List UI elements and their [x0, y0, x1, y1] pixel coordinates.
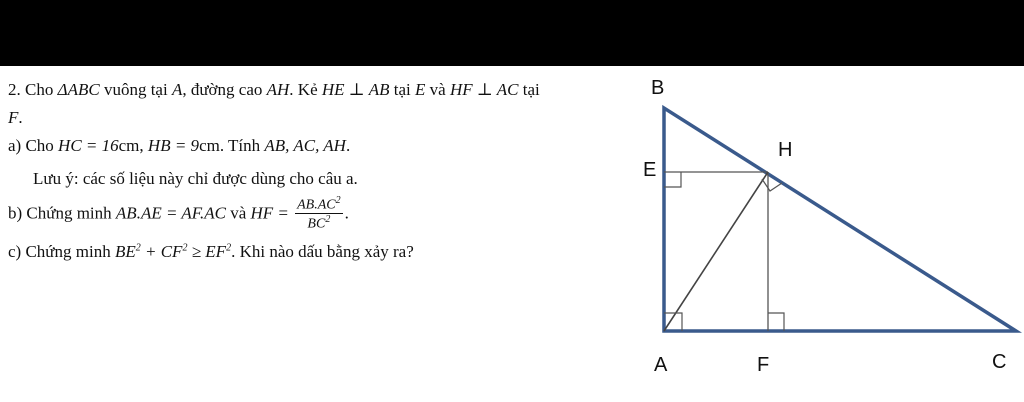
segment-ah — [664, 172, 768, 331]
part-a-line: a) Cho HC = 16cm, HB = 9cm. Tính AB, AC, AH. — [8, 136, 351, 155]
right-angle-e — [664, 172, 681, 187]
label-e: E — [643, 159, 657, 181]
triangle-abc — [664, 108, 1016, 331]
label-f: F — [757, 354, 770, 376]
hf-fraction: $\frac{AB.AC^2}{BC^2}$ — [297, 195, 341, 232]
problem-statement-line2: F. — [8, 108, 23, 127]
label-b: B — [651, 77, 665, 99]
problem-statement-line1: 2. Cho ΔABC vuông tại A, đường cao AH. Kẻ HE ⊥ AB tại E và HF ⊥ AC tại — [8, 80, 540, 99]
part-a-note: Lưu ý: các số liệu này chỉ được dùng cho câu a. — [33, 169, 358, 188]
label-a: A — [654, 354, 668, 376]
label-h: H — [778, 139, 793, 161]
right-angle-f — [768, 313, 784, 331]
part-c-line: c) Chứng minh $BE^2 + CF^2 \ge EF^2$. Khi nào dấu bằng xảy ra? — [8, 242, 414, 261]
part-b-line: b) Chứng minh AB.AE = AF.AC và HF = $\frac{AB.AC^2}{BC^2}$ . — [8, 195, 349, 232]
label-c: C — [992, 351, 1007, 373]
